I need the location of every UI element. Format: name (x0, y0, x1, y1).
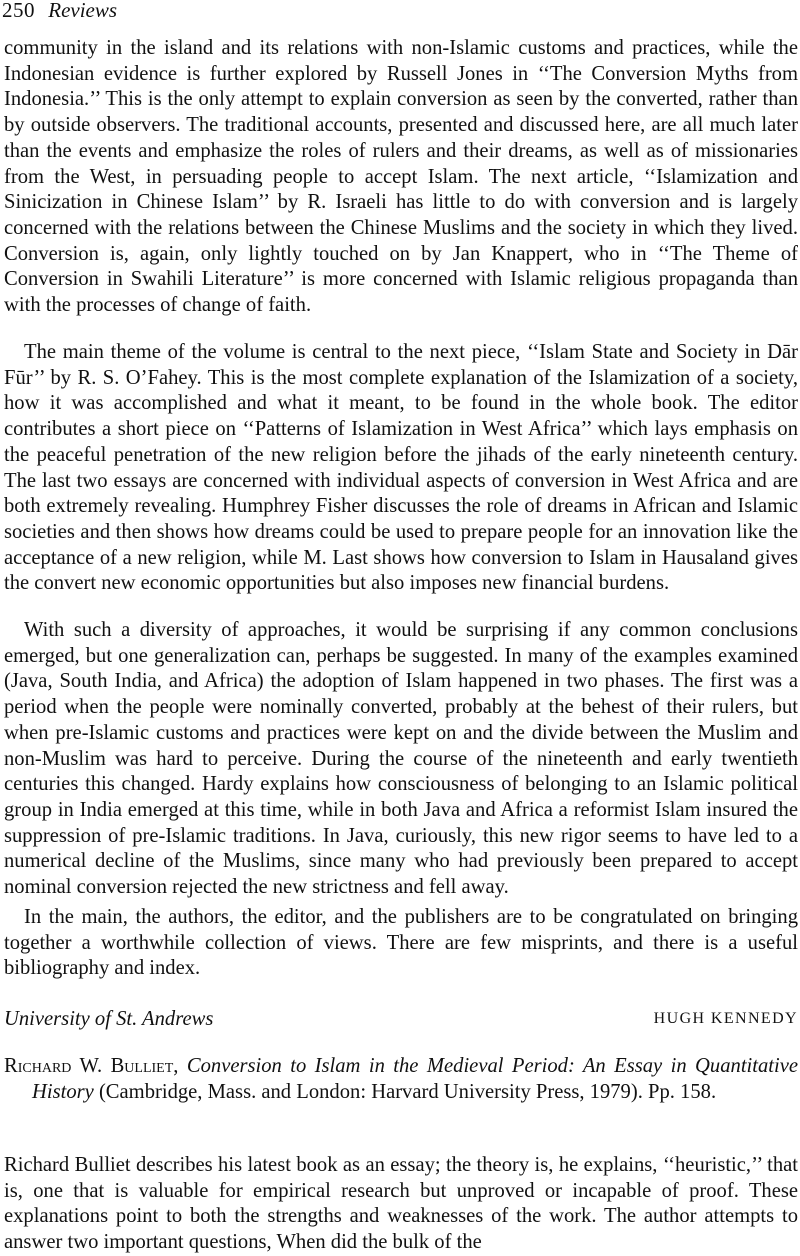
reviewer-affiliation: University of St. Andrews (4, 1008, 214, 1030)
paragraph-5: Richard Bulliet describes his latest book as an essay; the theory is, he explains, ‘‘heuristic,’’ that is, one that is valuable for empirical research but unproved or incapable of proof. These explanations point to both the strengths and weaknesses of the work. The author attempts to answer two important questions, When did the bulk of the (4, 1154, 798, 1254)
book-citation (4, 1054, 798, 1105)
paragraph-4: In the main, the authors, the editor, and the publishers are to be congratulated on bringing together a worthwhile collection of views. There are few misprints, and there is a useful bibliography and index. (4, 906, 798, 980)
paragraph-2: The main theme of the volume is central to the next piece, ‘‘Islam State and Society in Dār Fūr’’ by R. S. O’Fahey. This is the most complete explanation of the Islamization of a society, how it was accomplished and what it meant, to be found in the whole book. The editor contributes a short piece on ‘‘Patterns of Islamization in West Africa’’ which lays emphasis on the peaceful penetration of the new religion before the jihads of the early nineteenth century. The last two essays are concerned with individual aspects of conversion in West Africa and are both extremely revealing. Humphrey Fisher discusses the role of dreams in African and Islamic societies and then shows how dreams could be used to prepare people for an innovation like the acceptance of a new religion, while M. Last shows how conversion to Islam in Hausaland gives the convert new economic opportunities but also imposes new financial burdens. (4, 341, 798, 595)
citation-publication: (Cambridge, Mass. and London: Harvard University Press, 1979). Pp. 158. (98, 1080, 717, 1103)
running-header (2, 0, 117, 23)
citation-author: Richard W. Bulliet, (4, 1055, 179, 1077)
section-title: Reviews (48, 0, 118, 22)
reviewer-name: HUGH KENNEDY (653, 1010, 798, 1027)
paragraph-3: With such a diversity of approaches, it would be surprising if any common conclusions emerged, but one generalization can, perhaps be suggested. In many of the examples examined (Java, South India, and Africa) the adoption of Islam happened in two phases. The first was a period when the people were nominally converted, probably at the behest of their rulers, but when pre-Islamic customs and practices were kept on and the divide between the Muslim and non-Muslim was hard to perceive. During the course of the nineteenth and early twentieth centuries this changed. Hardy explains how consciousness of belonging to an Islamic political group in India emerged at this time, while in both Java and Africa a reformist Islam insured the suppression of pre-Islamic traditions. In Java, curiously, this new rigor seems to have led to a numerical decline of the Muslims, since many who had previously been prepared to accept nominal conversion rejected the new strictness and fell away. (4, 619, 798, 899)
citation-title: Conversion to Islam in the Medieval Period: An Essay in Quantitative History (32, 1055, 798, 1103)
paragraph-1: community in the island and its relations with non-Islamic customs and practices, while the Indonesian evidence is further explored by Russell Jones in ‘‘The Conversion Myths from Indonesia.’’ This is the only attempt to explain conversion as seen by the converted, rather than by outside observers. The traditional accounts, presented and discussed here, are all much later than the events and emphasize the roles of rulers and their dreams, as well as of missionaries from the West, in persuading people to accept Islam. The next article, ‘‘Islamization and Sinicization in Chinese Islam’’ by R. Israeli has little to do with conversion and is largely concerned with the relations between the Chinese Muslims and the society in which they lived. Conversion is, again, only lightly touched on by Jan Knappert, who in ‘‘The Theme of Conversion in Swahili Literature’’ is more concerned with Islamic religious propaganda than with the processes of change of faith. (4, 37, 798, 317)
review-signature (4, 1006, 798, 1032)
page-number: 250 (2, 0, 35, 22)
